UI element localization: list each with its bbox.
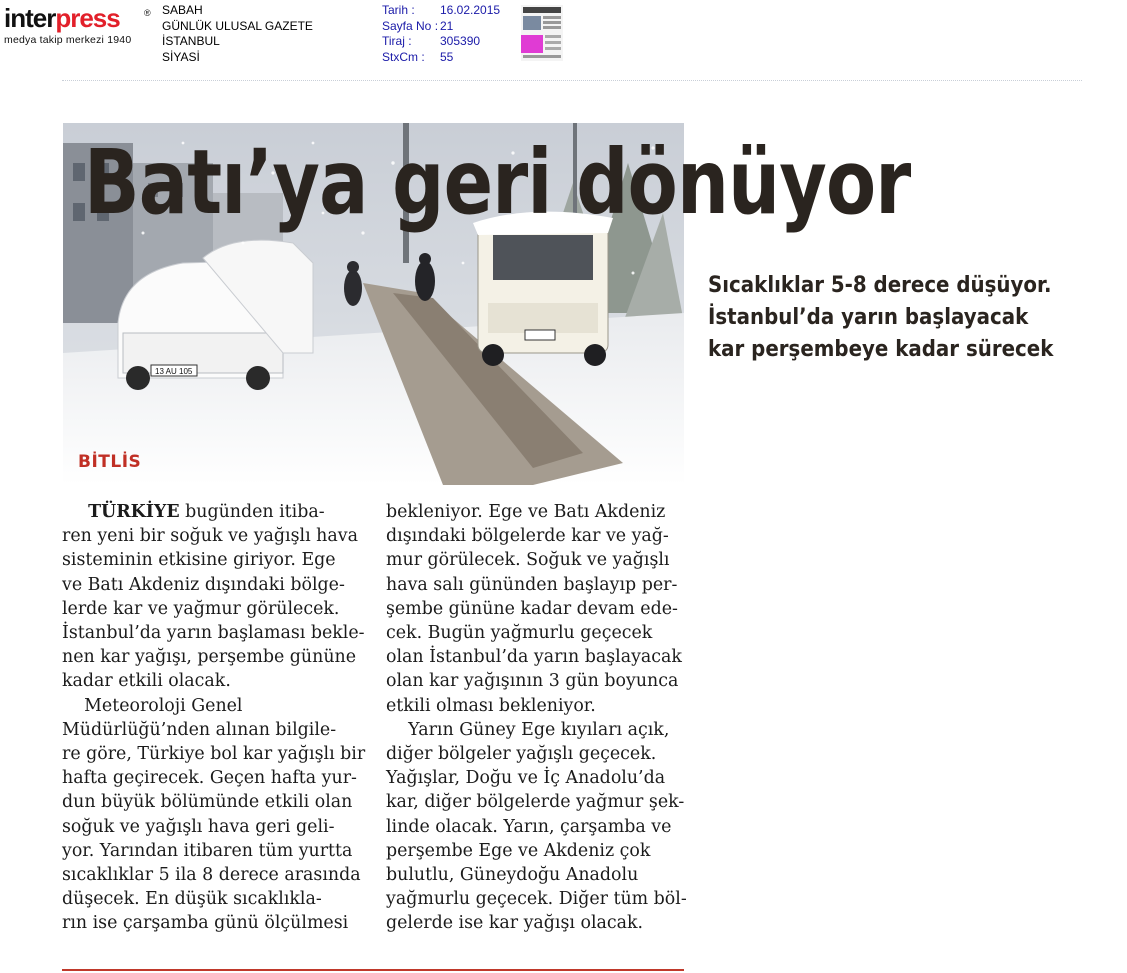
interpress-logo <box>4 4 120 32</box>
meta-value: 55 <box>440 49 454 64</box>
body-line: İstanbul’da yarın başlaması bekle- <box>62 623 365 644</box>
meta-key: Tarih : <box>382 3 415 17</box>
clipping-meta <box>382 3 500 65</box>
meta-value: 21 <box>440 18 454 33</box>
body-line: kadar etkili olacak. <box>62 671 231 692</box>
brand-tagline: medya takip merkezi 1940 <box>4 34 132 46</box>
body-line: lerde kar ve yağmur görülecek. <box>62 598 340 619</box>
body-line: linde olacak. Yarın, çarşamba ve <box>386 816 672 837</box>
body-text: bugünden itiba- <box>179 502 325 522</box>
publication-section: SİYASİ <box>162 49 200 64</box>
meta-key: Tiraj : <box>382 34 412 48</box>
page-thumbnail[interactable] <box>521 5 563 61</box>
meta-value: 16.02.2015 <box>440 3 501 17</box>
publication-city: İSTANBUL <box>162 34 220 48</box>
body-line: olan İstanbul’da yarın başlayacak <box>386 647 682 668</box>
meta-stxcm <box>382 50 500 66</box>
publication-type: GÜNLÜK ULUSAL GAZETE <box>162 18 313 33</box>
body-line: şembe gününe kadar devam ede- <box>386 598 678 619</box>
body-line: bulutlu, Güneydoğu Anadolu <box>386 865 639 886</box>
deck-line: Sıcaklıklar 5-8 derece düşüyor. <box>708 273 1052 298</box>
body-line: Yarın Güney Ege kıyıları açık, <box>386 719 670 740</box>
publication-info <box>162 3 313 65</box>
body-line: rın ise çarşamba günü ölçülmesi <box>62 913 349 934</box>
meta-circulation <box>382 34 500 50</box>
header-divider <box>62 80 1082 81</box>
body-line: dun büyük bölümünde etkili olan <box>62 792 353 813</box>
interpress-brand <box>4 4 154 48</box>
body-line: Yağışlar, Doğu ve İç Anadolu’da <box>386 768 666 789</box>
body-line: bekleniyor. Ege ve Batı Akdeniz <box>386 502 666 522</box>
photo-caption-location: BİTLİS <box>78 452 142 472</box>
body-line: olan kar yağışının 3 gün boyunca <box>386 671 679 692</box>
body-line: hava salı gününden başlayıp per- <box>386 574 678 595</box>
body-line: ve Batı Akdeniz dışındaki bölge- <box>62 574 345 595</box>
article-column-2 <box>386 500 687 936</box>
article-deck <box>708 270 1077 366</box>
body-line: cek. Bugün yağmurlu geçecek <box>386 623 653 644</box>
body-line: yağmurlu geçecek. Diğer tüm böl- <box>386 889 687 910</box>
publication-name: SABAH <box>162 3 203 17</box>
registered-mark: ® <box>144 8 151 18</box>
meta-page <box>382 19 500 35</box>
body-line: düşecek. En düşük sıcaklıkla- <box>62 889 322 910</box>
article-column-1 <box>62 500 365 936</box>
meta-key: Sayfa No : <box>382 18 439 33</box>
license-plate: 13 AU 105 <box>155 367 193 376</box>
body-line: mur görülecek. Soğuk ve yağışlı <box>386 550 670 571</box>
body-line: ren yeni bir soğuk ve yağışlı hava <box>62 526 358 547</box>
body-line: nen kar yağışı, perşembe gününe <box>62 647 357 668</box>
body-line <box>62 500 365 524</box>
body-line: Müdürlüğü’nden alınan bilgile- <box>62 719 337 740</box>
body-line: Meteoroloji Genel <box>62 695 243 716</box>
body-line: hafta geçirecek. Geçen hafta yur- <box>62 768 357 789</box>
lead-word: TÜRKİYE <box>88 502 180 522</box>
body-line: sisteminin etkisine giriyor. Ege <box>62 550 336 571</box>
body-line: diğer bölgeler yağışlı geçecek. <box>386 744 657 765</box>
body-line: re göre, Türkiye bol kar yağışlı bir <box>62 744 366 765</box>
article-headline: Batı’ya geri dönüyor <box>84 130 911 234</box>
body-line: yor. Yarından itibaren tüm yurtta <box>62 840 353 861</box>
body-line: dışındaki bölgelerde kar ve yağ- <box>386 526 669 547</box>
meta-date <box>382 3 500 19</box>
logo-part1: inter <box>4 3 56 33</box>
body-line: gelerde ise kar yağışı olacak. <box>386 913 644 934</box>
article-bottom-rule <box>62 969 684 971</box>
logo-part2: press <box>55 3 120 33</box>
body-line: etkili olması bekleniyor. <box>386 695 596 716</box>
deck-line: İstanbul’da yarın başlayacak <box>708 305 1029 330</box>
meta-key: StxCm : <box>382 49 425 64</box>
deck-line: kar perşembeye kadar sürecek <box>708 337 1054 362</box>
meta-value: 305390 <box>440 34 481 48</box>
body-line: perşembe Ege ve Akdeniz çok <box>386 840 651 861</box>
body-line: sıcaklıklar 5 ila 8 derece arasında <box>62 865 361 886</box>
body-line: kar, diğer bölgelerde yağmur şek- <box>386 792 685 813</box>
body-line: soğuk ve yağışlı hava geri geli- <box>62 816 335 837</box>
